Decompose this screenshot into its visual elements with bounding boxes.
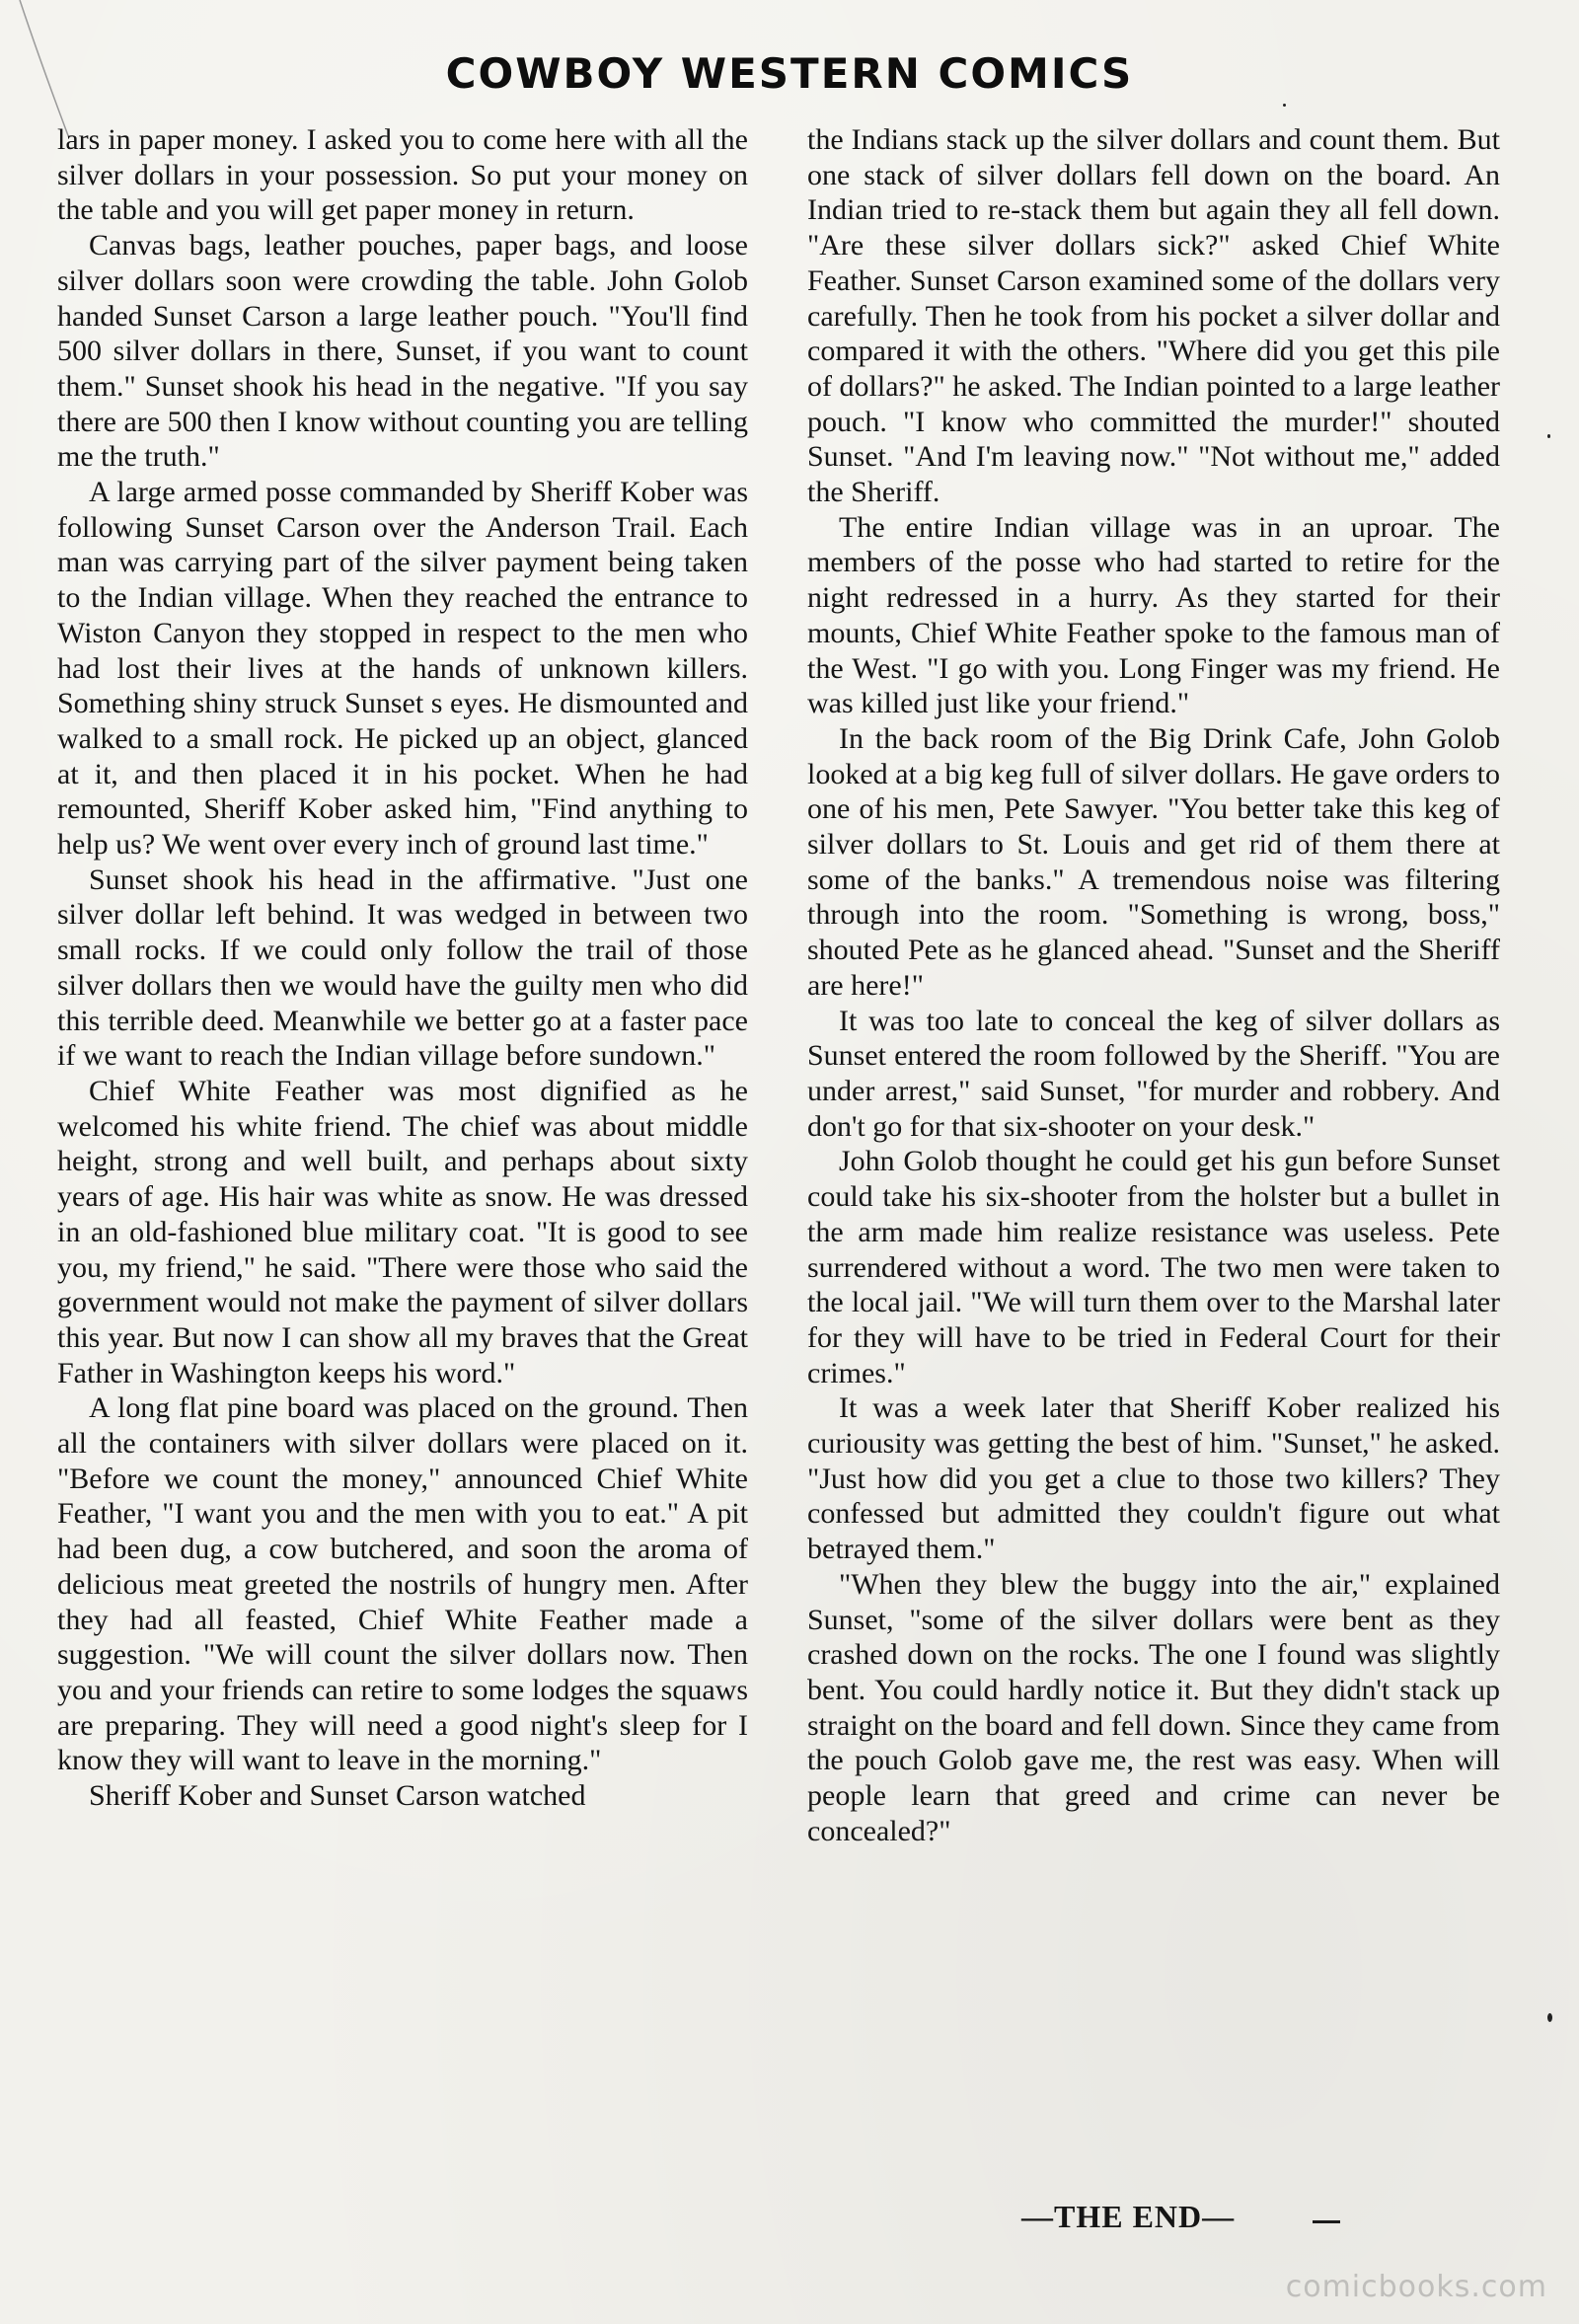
ink-speck <box>1547 434 1550 438</box>
paragraph: It was too late to conceal the keg of silver dollars as Sunset entered the room followed by the Sheriff. "You are under arrest," said Sunset, "for murder and robbery. And don't go for that six-shooter on your desk." <box>807 1004 1500 1143</box>
right-text-column <box>807 122 1500 1848</box>
page-title: COWBOY WESTERN COMICS <box>445 49 1134 98</box>
paragraph: Canvas bags, leather pouches, paper bags, and loose silver dollars soon were crowding the table. John Golob handed Sunset Carson a large leather pouch. "You'll find 500 silver dollars in there, Sunset, if you want to count them." Sunset shook his head in the negative. "If you say there are 500 then I know without counting you are telling me the truth." <box>57 229 748 474</box>
site-watermark: comicbooks.com <box>1285 2270 1547 2304</box>
paragraph: It was a week later that Sheriff Kober realized his curiousity was getting the best of him. "Sunset," he asked. "Just how did you get a clue to those two killers? They confessed but admitted they couldn't figure out what betrayed them." <box>807 1391 1500 1566</box>
end-dash-divider <box>1313 2220 1340 2223</box>
paragraph: John Golob thought he could get his gun before Sunset could take his six-shooter from the holster but a bullet in the arm made him realize resistance was useless. Pete surrendered without a word. The two men were taken to the local jail. "We will turn them over to the Marshal later for they will have to be tried in Federal Court for their crimes." <box>807 1145 1500 1389</box>
paragraph: lars in paper money. I asked you to come here with all the silver dollars in your possession. So put your money on the table and you will get paper money in return. <box>57 123 748 227</box>
paragraph: Sheriff Kober and Sunset Carson watched <box>89 1779 586 1813</box>
the-end-label: —THE END— <box>1021 2199 1236 2234</box>
paragraph: In the back room of the Big Drink Cafe, John Golob looked at a big keg full of silver dollars. He gave orders to one of his men, Pete Sawyer. "You better take this keg of silver dollars to St. Louis and get rid of them there at some of the banks." A tremendous noise was filtering through into the room. "Something is wrong, boss," shouted Pete as he glanced ahead. "Sunset and the Sheriff are here!" <box>807 721 1500 1002</box>
paragraph: Sunset shook his head in the affirmative. "Just one silver dollar left behind. It was wedged in between two small rocks. If we could only follow the trail of those silver dollars then we would have the guilty men who did this terrible deed. Meanwhile we better go at a faster pace if we want to reach the Indian village before sundown." <box>57 862 748 1073</box>
ink-speck <box>1547 2013 1552 2022</box>
paragraph: The entire Indian village was in an uproar. The members of the posse who had started to retire for the night redressed in a hurry. As they started for their mounts, Chief White Feather spoke to the famous man of the West. "I go with you. Long Finger was my friend. He was killed just like your friend." <box>807 510 1500 720</box>
paragraph: the Indians stack up the silver dollars and count them. But one stack of silver dollars fell down on the board. An Indian tried to re-stack them but again they all fell down. "Are these silver dollars sick?" asked Chief White Feather. Sunset Carson examined some of the dollars very carefully. Then he took from his pocket a silver dollar and compared it with the others. "Where did you get this pile of dollars?" he asked. The Indian pointed to a large leather pouch. "I know who committed the murder!" shouted Sunset. "And I'm leaving now." "Not without me," added the Sheriff. <box>807 123 1500 509</box>
left-text-column <box>57 122 748 1814</box>
paragraph: A large armed posse commanded by Sheriff Kober was following Sunset Carson over the Anderson Trail. Each man was carrying part of the silver payment being taken to the Indian village. When they reached the entrance to Wiston Canyon they stopped in respect to the men who had lost their lives at the hands of unknown killers. Something shiny struck Sunset s eyes. He dismounted and walked to a small rock. He picked up an object, glanced at it, and then placed it in his pocket. When he had remounted, Sheriff Kober asked him, "Find anything to help us? We went over every inch of ground last time." <box>57 476 748 862</box>
paragraph: Chief White Feather was most dignified as he welcomed his white friend. The chief was about middle height, strong and well built, and perhaps about sixty years of age. His hair was white as snow. He was dressed in an old-fashioned blue military coat. "It is good to see you, my friend," he said. "There were those who said the government would not make the payment of silver dollars this year. But now I can show all my braves that the Great Father in Washington keeps his word." <box>57 1074 748 1389</box>
paragraph: "When they blew the buggy into the air," explained Sunset, "some of the silver dollars were bent as they crashed down on the rocks. The one I found was slightly bent. You could hardly notice it. But they didn't stack up straight on the board and fell down. Since they came from the pouch Golob gave me, the rest was easy. When will people learn that greed and crime can never be concealed?" <box>807 1567 1500 1847</box>
paragraph: A long flat pine board was placed on the ground. Then all the containers with silver dollars were placed on it. "Before we count the money," announced Chief White Feather, "I want you and the men with you to eat." A pit had been dug, a cow butchered, and soon the aroma of delicious meat greeted the nostrils of hungry men. After they had all feasted, Chief White Feather made a suggestion. "We will count the silver dollars now. Then you and your friends can retire to some lodges the squaws are preparing. They will need a good night's sleep for I know they will want to leave in the morning." <box>57 1391 748 1777</box>
ink-speck <box>1283 104 1286 107</box>
